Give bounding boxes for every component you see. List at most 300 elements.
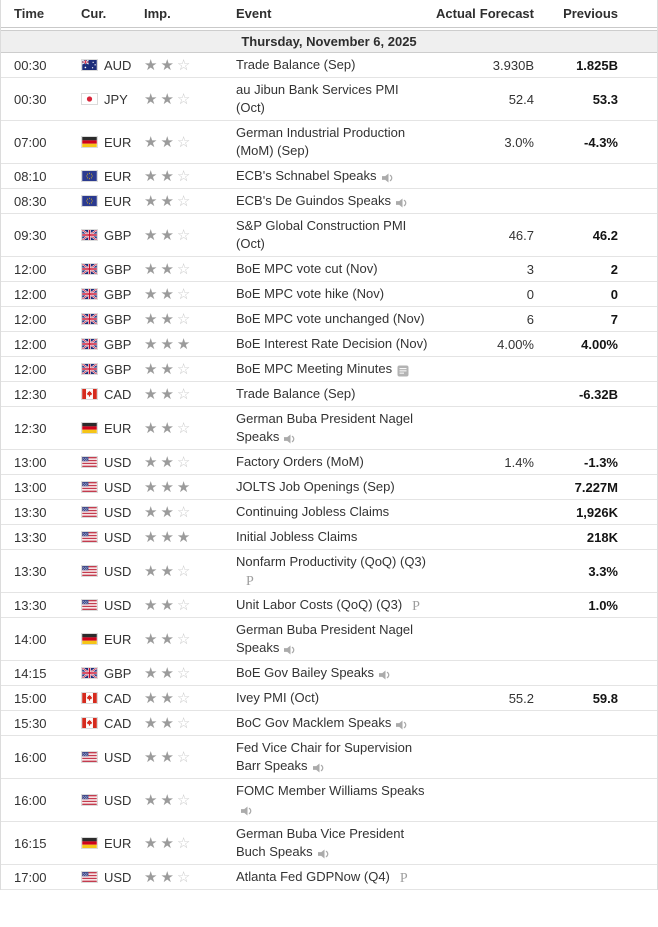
event-cell[interactable] (236, 357, 436, 381)
row-spacer (618, 294, 657, 295)
star-filled-icon: ★ (160, 835, 174, 852)
preliminary-icon: P (246, 574, 254, 589)
speaker-icon (382, 172, 395, 184)
currency-cell (67, 716, 144, 731)
row-spacer (618, 512, 657, 513)
importance-stars (144, 360, 236, 378)
event-label: Fed Vice Chair for Supervision Barr Speaks (236, 740, 413, 773)
previous-cell: 53.3 (592, 91, 618, 107)
event-cell[interactable] (236, 525, 436, 549)
star-filled-icon: ★ (144, 792, 158, 809)
importance-stars (144, 528, 236, 546)
star-filled-icon: ★ (176, 336, 191, 353)
column-header-actual: Actual (436, 6, 476, 21)
importance-stars (144, 419, 236, 437)
event-row[interactable] (1, 865, 657, 890)
importance-stars (144, 503, 236, 521)
star-filled-icon: ★ (144, 504, 158, 521)
star-filled-icon: ★ (160, 386, 174, 403)
star-empty-icon: ☆ (176, 420, 191, 437)
date-header-label: Thursday, November 6, 2025 (241, 34, 417, 49)
forecast-cell: 46.7 (508, 227, 534, 243)
importance-stars (144, 596, 236, 614)
previous-cell: 2 (610, 261, 618, 277)
importance-stars (144, 664, 236, 682)
currency-code: CAD (104, 690, 132, 706)
star-filled-icon: ★ (160, 91, 174, 108)
event-label: S&P Global Construction PMI (Oct) (236, 218, 407, 251)
event-cell[interactable] (236, 282, 436, 306)
star-filled-icon: ★ (144, 361, 158, 378)
event-row[interactable] (1, 382, 657, 407)
previous-cell: -6.32B (578, 386, 618, 402)
currency-cell (67, 480, 144, 495)
previous-cell: 218K (586, 529, 618, 545)
star-filled-icon: ★ (160, 420, 174, 437)
importance-stars (144, 689, 236, 707)
event-cell[interactable] (236, 593, 436, 617)
event-cell[interactable] (236, 78, 436, 120)
star-filled-icon: ★ (160, 311, 174, 328)
star-filled-icon: ★ (144, 597, 158, 614)
row-spacer (618, 639, 657, 640)
event-cell[interactable] (236, 500, 436, 524)
currency-code: USD (104, 454, 132, 470)
date-header-row (1, 30, 657, 53)
star-empty-icon: ☆ (176, 454, 191, 471)
currency-cell (67, 421, 144, 436)
gb-flag-icon (81, 288, 98, 300)
currency-code: EUR (104, 168, 132, 184)
event-cell[interactable] (236, 618, 436, 660)
event-row[interactable] (1, 257, 657, 282)
star-empty-icon: ☆ (176, 168, 191, 185)
importance-stars (144, 453, 236, 471)
column-header-event: Event (236, 6, 272, 21)
row-spacer (618, 99, 657, 100)
event-row[interactable] (1, 550, 657, 593)
currency-cell (67, 598, 144, 613)
star-empty-icon: ☆ (176, 386, 191, 403)
currency-code: EUR (104, 631, 132, 647)
currency-cell (67, 793, 144, 808)
star-empty-icon: ☆ (176, 193, 191, 210)
event-row[interactable] (1, 475, 657, 500)
star-empty-icon: ☆ (176, 286, 191, 303)
star-filled-icon: ★ (160, 336, 174, 353)
previous-cell: 1.825B (576, 57, 618, 73)
event-label: BoC Gov Macklem Speaks (236, 715, 392, 730)
row-spacer (618, 487, 657, 488)
time-cell: 15:30 (14, 715, 47, 731)
event-label: German Buba President Nagel Speaks (236, 411, 414, 444)
event-label: Ivey PMI (Oct) (236, 690, 320, 705)
forecast-cell: 0 (526, 286, 534, 302)
row-spacer (618, 673, 657, 674)
event-cell[interactable] (236, 257, 436, 281)
time-cell: 17:00 (14, 869, 47, 885)
currency-code: EUR (104, 420, 132, 436)
star-filled-icon: ★ (160, 563, 174, 580)
us-flag-icon (81, 506, 98, 518)
importance-stars (144, 335, 236, 353)
column-header-importance: Imp. (144, 6, 171, 21)
star-empty-icon: ☆ (176, 311, 191, 328)
event-cell[interactable] (236, 382, 436, 406)
importance-stars (144, 90, 236, 108)
currency-cell (67, 530, 144, 545)
currency-cell (67, 387, 144, 402)
previous-cell: 59.8 (592, 690, 618, 706)
currency-code: USD (104, 749, 132, 765)
event-cell[interactable] (236, 189, 436, 213)
event-row[interactable] (1, 779, 657, 822)
event-cell[interactable] (236, 214, 436, 256)
event-cell[interactable] (236, 121, 436, 163)
star-filled-icon: ★ (144, 134, 158, 151)
event-row[interactable] (1, 822, 657, 865)
row-spacer (618, 201, 657, 202)
event-cell[interactable] (236, 407, 436, 449)
event-row[interactable] (1, 618, 657, 661)
table-header (1, 0, 657, 28)
event-cell[interactable] (236, 779, 436, 821)
row-spacer (618, 394, 657, 395)
time-cell: 14:15 (14, 665, 47, 681)
us-flag-icon (81, 871, 98, 883)
currency-cell (67, 262, 144, 277)
row-spacer (618, 344, 657, 345)
event-label: BoE Gov Bailey Speaks (236, 665, 375, 680)
eu-flag-icon (81, 195, 98, 207)
event-label: Initial Jobless Claims (236, 529, 358, 544)
time-cell: 07:00 (14, 134, 47, 150)
star-filled-icon: ★ (144, 311, 158, 328)
star-filled-icon: ★ (144, 835, 158, 852)
currency-code: GBP (104, 336, 132, 352)
star-filled-icon: ★ (144, 168, 158, 185)
de-flag-icon (81, 136, 98, 148)
event-label: German Buba President Nagel Speaks (236, 622, 414, 655)
currency-cell (67, 58, 144, 73)
star-filled-icon: ★ (160, 193, 174, 210)
forecast-cell: 1.4% (504, 454, 534, 470)
event-cell[interactable] (236, 736, 436, 778)
ca-flag-icon (81, 692, 98, 704)
star-filled-icon: ★ (160, 715, 174, 732)
currency-cell (67, 312, 144, 327)
event-row[interactable] (1, 332, 657, 357)
star-empty-icon: ☆ (176, 504, 191, 521)
currency-cell (67, 92, 144, 107)
event-label: BoE MPC vote hike (Nov) (236, 286, 385, 301)
star-filled-icon: ★ (160, 749, 174, 766)
star-filled-icon: ★ (160, 690, 174, 707)
event-label: ECB's Schnabel Speaks (236, 168, 377, 183)
importance-stars (144, 56, 236, 74)
star-filled-icon: ★ (144, 454, 158, 471)
forecast-cell: 6 (526, 311, 534, 327)
star-filled-icon: ★ (144, 631, 158, 648)
row-spacer (618, 537, 657, 538)
time-cell: 16:15 (14, 835, 47, 851)
star-empty-icon: ☆ (176, 715, 191, 732)
star-filled-icon: ★ (144, 563, 158, 580)
star-filled-icon: ★ (160, 869, 174, 886)
time-cell: 13:30 (14, 597, 47, 613)
event-cell[interactable] (236, 550, 436, 592)
currency-cell (67, 455, 144, 470)
forecast-cell: 52.4 (508, 91, 534, 107)
star-filled-icon: ★ (144, 479, 158, 496)
row-spacer (618, 269, 657, 270)
us-flag-icon (81, 751, 98, 763)
event-label: German Buba Vice President Buch Speaks (236, 826, 405, 859)
currency-code: GBP (104, 227, 132, 243)
currency-code: JPY (104, 91, 128, 107)
star-filled-icon: ★ (176, 529, 191, 546)
speaker-icon (241, 805, 254, 817)
time-cell: 12:00 (14, 361, 47, 377)
gb-flag-icon (81, 338, 98, 350)
importance-stars (144, 385, 236, 403)
event-row[interactable] (1, 736, 657, 779)
jp-flag-icon (81, 93, 98, 105)
event-rows (1, 53, 657, 890)
time-cell: 12:00 (14, 336, 47, 352)
event-label: Nonfarm Productivity (QoQ) (Q3) (236, 554, 426, 569)
event-label: Factory Orders (MoM) (236, 454, 364, 469)
speaker-icon (313, 762, 326, 774)
previous-cell: 0 (610, 286, 618, 302)
time-cell: 13:30 (14, 504, 47, 520)
star-filled-icon: ★ (160, 792, 174, 809)
star-filled-icon: ★ (160, 504, 174, 521)
star-empty-icon: ☆ (176, 749, 191, 766)
star-filled-icon: ★ (160, 134, 174, 151)
event-row[interactable] (1, 164, 657, 189)
row-spacer (618, 877, 657, 878)
currency-cell (67, 169, 144, 184)
time-cell: 00:30 (14, 91, 47, 107)
star-filled-icon: ★ (144, 715, 158, 732)
row-spacer (618, 698, 657, 699)
star-filled-icon: ★ (160, 286, 174, 303)
row-spacer (618, 235, 657, 236)
event-label: BoE MPC vote cut (Nov) (236, 261, 378, 276)
currency-cell (67, 691, 144, 706)
star-empty-icon: ☆ (176, 835, 191, 852)
importance-stars (144, 192, 236, 210)
event-row[interactable] (1, 214, 657, 257)
time-cell: 16:00 (14, 792, 47, 808)
currency-cell (67, 870, 144, 885)
column-header-previous: Previous (563, 6, 618, 21)
row-spacer (618, 428, 657, 429)
previous-cell: -4.3% (584, 134, 618, 150)
eu-flag-icon (81, 170, 98, 182)
event-row[interactable] (1, 78, 657, 121)
gb-flag-icon (81, 363, 98, 375)
event-label: au Jibun Bank Services PMI (Oct) (236, 82, 399, 115)
event-cell[interactable] (236, 164, 436, 188)
importance-stars (144, 133, 236, 151)
event-label: Atlanta Fed GDPNow (Q4) (236, 869, 390, 884)
preliminary-icon: P (412, 599, 420, 614)
currency-code: USD (104, 563, 132, 579)
star-empty-icon: ☆ (176, 261, 191, 278)
event-row[interactable] (1, 121, 657, 164)
forecast-cell: 3 (526, 261, 534, 277)
star-filled-icon: ★ (144, 529, 158, 546)
currency-code: USD (104, 869, 132, 885)
time-cell: 08:30 (14, 193, 47, 209)
ca-flag-icon (81, 717, 98, 729)
currency-code: GBP (104, 311, 132, 327)
time-cell: 12:00 (14, 261, 47, 277)
star-filled-icon: ★ (160, 227, 174, 244)
importance-stars (144, 167, 236, 185)
star-filled-icon: ★ (144, 91, 158, 108)
currency-code: GBP (104, 286, 132, 302)
event-cell[interactable] (236, 661, 436, 685)
currency-code: GBP (104, 261, 132, 277)
event-row[interactable] (1, 407, 657, 450)
importance-stars (144, 834, 236, 852)
row-spacer (618, 843, 657, 844)
event-cell[interactable] (236, 822, 436, 864)
event-row[interactable] (1, 525, 657, 550)
us-flag-icon (81, 794, 98, 806)
event-row[interactable] (1, 189, 657, 214)
forecast-cell: 3.0% (504, 134, 534, 150)
gb-flag-icon (81, 313, 98, 325)
de-flag-icon (81, 422, 98, 434)
event-label: Trade Balance (Sep) (236, 386, 356, 401)
event-row[interactable] (1, 661, 657, 686)
star-empty-icon: ☆ (176, 361, 191, 378)
currency-code: USD (104, 529, 132, 545)
currency-cell (67, 564, 144, 579)
star-filled-icon: ★ (160, 261, 174, 278)
gb-flag-icon (81, 667, 98, 679)
importance-stars (144, 791, 236, 809)
star-empty-icon: ☆ (176, 631, 191, 648)
currency-code: CAD (104, 715, 132, 731)
speaker-icon (284, 644, 297, 656)
previous-cell: 1,926K (576, 504, 618, 520)
event-label: Trade Balance (Sep) (236, 57, 356, 72)
us-flag-icon (81, 531, 98, 543)
row-spacer (618, 142, 657, 143)
previous-cell: 7 (610, 311, 618, 327)
time-cell: 12:30 (14, 386, 47, 402)
event-row[interactable] (1, 711, 657, 736)
speaker-icon (396, 719, 409, 731)
event-label: Continuing Jobless Claims (236, 504, 390, 519)
currency-cell (67, 135, 144, 150)
currency-code: GBP (104, 361, 132, 377)
time-cell: 08:10 (14, 168, 47, 184)
event-cell[interactable] (236, 450, 436, 474)
speaker-icon (396, 197, 409, 209)
currency-code: GBP (104, 665, 132, 681)
star-empty-icon: ☆ (176, 563, 191, 580)
star-filled-icon: ★ (144, 193, 158, 210)
currency-code: EUR (104, 835, 132, 851)
event-cell[interactable] (236, 711, 436, 735)
us-flag-icon (81, 599, 98, 611)
currency-code: USD (104, 597, 132, 613)
event-cell[interactable] (236, 475, 436, 499)
time-cell: 16:00 (14, 749, 47, 765)
time-cell: 13:00 (14, 479, 47, 495)
event-cell[interactable] (236, 307, 436, 331)
currency-code: EUR (104, 193, 132, 209)
time-cell: 15:00 (14, 690, 47, 706)
event-label: BoE MPC Meeting Minutes (236, 361, 393, 376)
event-row[interactable] (1, 53, 657, 78)
event-label: Unit Labor Costs (QoQ) (Q3) (236, 597, 403, 612)
event-row[interactable] (1, 450, 657, 475)
speaker-icon (379, 669, 392, 681)
previous-cell: 4.00% (581, 336, 618, 352)
event-cell[interactable] (236, 53, 436, 77)
event-row[interactable] (1, 686, 657, 711)
star-filled-icon: ★ (160, 529, 174, 546)
importance-stars (144, 285, 236, 303)
event-cell[interactable] (236, 686, 436, 710)
star-filled-icon: ★ (144, 261, 158, 278)
column-header-time: Time (14, 6, 45, 21)
event-label: BoE Interest Rate Decision (Nov) (236, 336, 428, 351)
star-filled-icon: ★ (144, 57, 158, 74)
currency-cell (67, 362, 144, 377)
currency-cell (67, 666, 144, 681)
currency-cell (67, 337, 144, 352)
previous-cell: 46.2 (592, 227, 618, 243)
row-spacer (618, 462, 657, 463)
previous-cell: 3.3% (588, 563, 618, 579)
importance-stars (144, 226, 236, 244)
row-spacer (618, 65, 657, 66)
event-row[interactable] (1, 307, 657, 332)
forecast-cell: 55.2 (508, 690, 534, 706)
currency-code: CAD (104, 386, 132, 402)
star-filled-icon: ★ (160, 361, 174, 378)
star-filled-icon: ★ (144, 690, 158, 707)
event-cell[interactable] (236, 865, 436, 889)
time-cell: 13:30 (14, 563, 47, 579)
star-filled-icon: ★ (160, 57, 174, 74)
time-cell: 14:00 (14, 631, 47, 647)
previous-cell: 7.227M (574, 479, 618, 495)
column-header-currency: Cur. (81, 6, 107, 21)
us-flag-icon (81, 481, 98, 493)
event-row[interactable] (1, 593, 657, 618)
event-row[interactable] (1, 282, 657, 307)
star-filled-icon: ★ (144, 749, 158, 766)
star-empty-icon: ☆ (176, 57, 191, 74)
event-row[interactable] (1, 500, 657, 525)
row-spacer (618, 369, 657, 370)
row-spacer (618, 571, 657, 572)
event-row[interactable] (1, 357, 657, 382)
star-filled-icon: ★ (144, 420, 158, 437)
star-filled-icon: ★ (144, 286, 158, 303)
event-cell[interactable] (236, 332, 436, 356)
ca-flag-icon (81, 388, 98, 400)
